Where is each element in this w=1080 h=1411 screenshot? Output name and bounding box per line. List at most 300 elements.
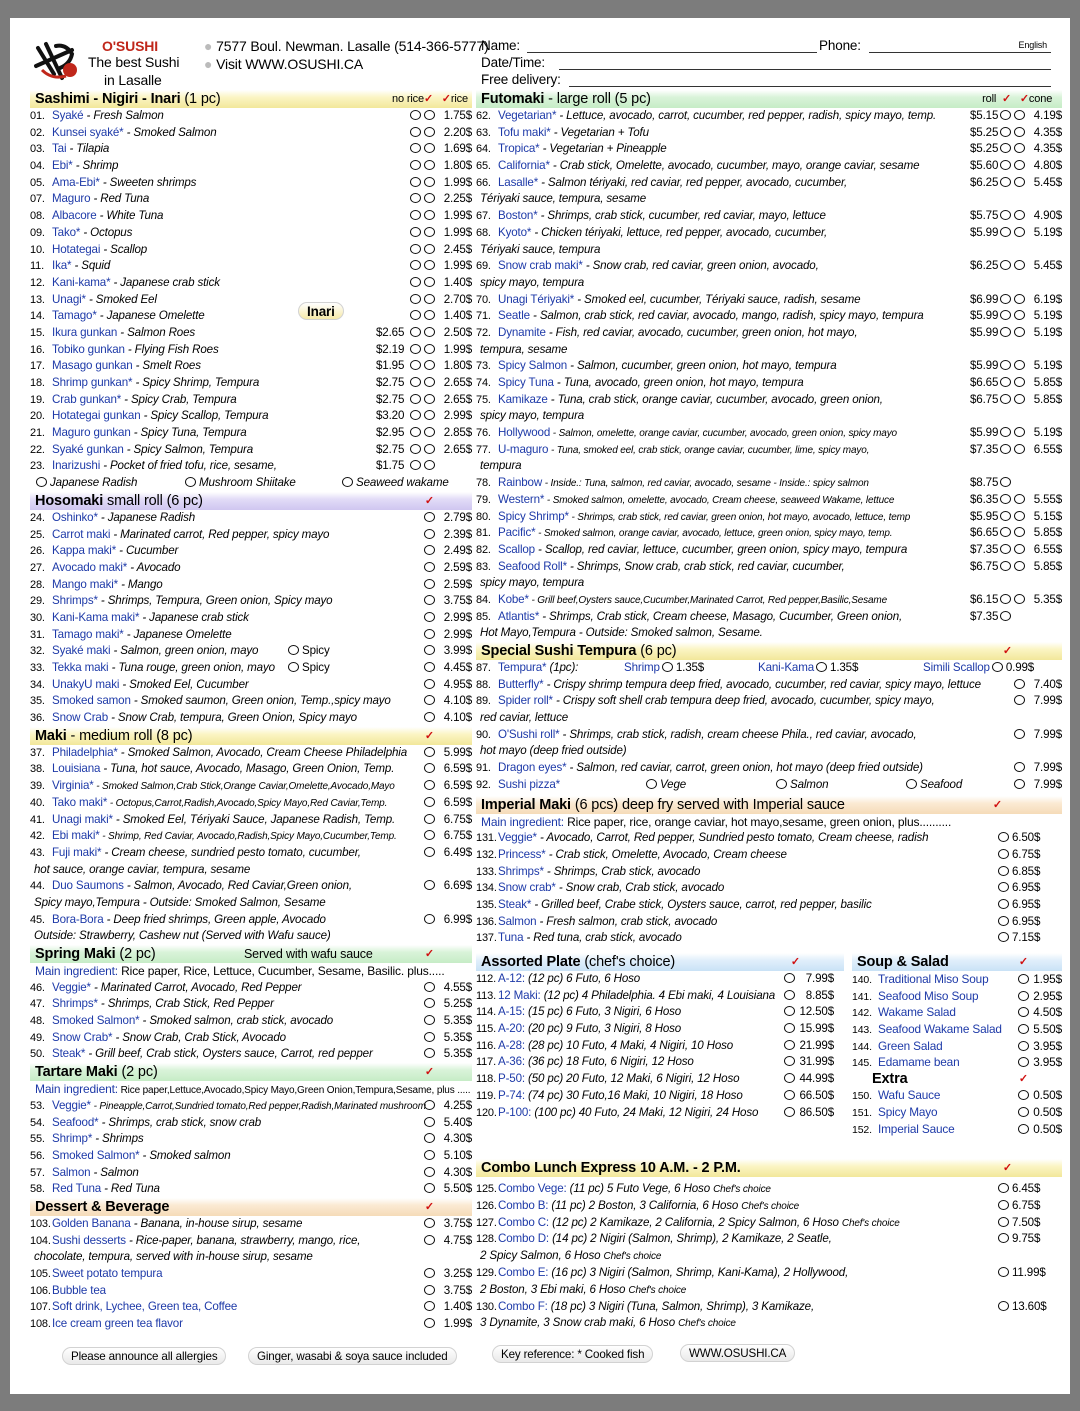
- item-radio[interactable]: [784, 1090, 795, 1100]
- item-radio[interactable]: [784, 1073, 795, 1083]
- rice-radio[interactable]: [424, 210, 435, 220]
- menu-item[interactable]: [852, 1087, 1062, 1104]
- item-radio[interactable]: [424, 1167, 435, 1177]
- item-radio[interactable]: [784, 990, 795, 1000]
- menu-item[interactable]: [476, 988, 844, 1005]
- roll-radio[interactable]: [1000, 494, 1011, 504]
- menu-item[interactable]: [476, 442, 1062, 459]
- menu-item[interactable]: [852, 988, 1062, 1005]
- menu-item[interactable]: [476, 693, 1062, 710]
- rice-radio[interactable]: [424, 410, 435, 420]
- no-rice-radio[interactable]: [410, 294, 421, 304]
- item-radio[interactable]: [1014, 729, 1025, 739]
- menu-item[interactable]: [30, 610, 472, 627]
- rice-radio[interactable]: [424, 327, 435, 337]
- pizza-price-radio[interactable]: [1014, 779, 1025, 789]
- menu-item[interactable]: [30, 141, 472, 158]
- item-radio[interactable]: [424, 1285, 435, 1295]
- menu-item[interactable]: [30, 845, 472, 862]
- menu-item[interactable]: [476, 880, 1062, 897]
- cone-radio[interactable]: [1014, 327, 1025, 337]
- phone-field[interactable]: [869, 52, 1051, 53]
- item-radio[interactable]: [998, 916, 1009, 926]
- rice-radio[interactable]: [424, 394, 435, 404]
- tempura-shrimp-radio[interactable]: [662, 662, 673, 672]
- rice-radio[interactable]: [424, 260, 435, 270]
- item-radio[interactable]: [1018, 1057, 1029, 1067]
- item-radio[interactable]: [1018, 991, 1029, 1001]
- inari-option-radio[interactable]: [36, 477, 47, 487]
- inari-radio[interactable]: [410, 427, 421, 437]
- name-field[interactable]: [527, 52, 817, 53]
- menu-item[interactable]: [476, 592, 1062, 609]
- no-rice-radio[interactable]: [410, 127, 421, 137]
- roll-radio[interactable]: [1000, 294, 1011, 304]
- menu-item[interactable]: [30, 828, 472, 845]
- menu-item[interactable]: [476, 1004, 844, 1021]
- no-rice-radio[interactable]: [410, 227, 421, 237]
- inari-radio[interactable]: [410, 344, 421, 354]
- menu-item[interactable]: [30, 778, 472, 795]
- item-radio[interactable]: [1018, 1024, 1029, 1034]
- menu-item[interactable]: [30, 175, 472, 192]
- menu-item[interactable]: [30, 342, 472, 359]
- menu-item[interactable]: [476, 125, 1062, 142]
- item-radio[interactable]: [424, 1117, 435, 1127]
- item-radio[interactable]: [784, 1006, 795, 1016]
- no-rice-radio[interactable]: [410, 177, 421, 187]
- menu-item[interactable]: [30, 878, 472, 895]
- inari-radio[interactable]: [410, 460, 421, 470]
- menu-item[interactable]: [476, 559, 1062, 576]
- cone-radio[interactable]: [1014, 511, 1025, 521]
- item-radio[interactable]: [1018, 1124, 1029, 1134]
- menu-item[interactable]: [852, 1104, 1062, 1121]
- no-rice-radio[interactable]: [410, 110, 421, 120]
- menu-item[interactable]: [30, 308, 472, 325]
- menu-item[interactable]: [476, 971, 844, 988]
- menu-item[interactable]: [476, 1054, 844, 1071]
- menu-item[interactable]: [30, 292, 472, 309]
- item-radio[interactable]: [784, 1056, 795, 1066]
- menu-item[interactable]: [30, 643, 472, 660]
- rice-radio[interactable]: [424, 277, 435, 287]
- item-radio[interactable]: [1018, 974, 1029, 984]
- item-radio[interactable]: [424, 1218, 435, 1228]
- roll-radio[interactable]: [1000, 327, 1011, 337]
- menu-item[interactable]: [30, 510, 472, 527]
- item-radio[interactable]: [998, 849, 1009, 859]
- menu-item[interactable]: [476, 1215, 1062, 1232]
- menu-item[interactable]: [476, 830, 1062, 847]
- menu-item[interactable]: [476, 677, 1062, 694]
- menu-item[interactable]: [30, 660, 472, 677]
- roll-radio[interactable]: [1000, 394, 1011, 404]
- menu-item[interactable]: [852, 1038, 1062, 1055]
- menu-item[interactable]: [30, 1046, 472, 1063]
- no-rice-radio[interactable]: [410, 143, 421, 153]
- item-radio[interactable]: [424, 612, 435, 622]
- inari-radio[interactable]: [410, 394, 421, 404]
- pizza-option-radio[interactable]: [776, 779, 787, 789]
- menu-item[interactable]: [30, 761, 472, 778]
- cone-radio[interactable]: [1014, 294, 1025, 304]
- menu-item[interactable]: [476, 727, 1062, 744]
- inari-radio[interactable]: [410, 360, 421, 370]
- item-radio[interactable]: [424, 1133, 435, 1143]
- menu-item[interactable]: [30, 258, 472, 275]
- roll-radio[interactable]: [1000, 544, 1011, 554]
- menu-item[interactable]: [30, 275, 472, 292]
- roll-radio[interactable]: [1000, 177, 1011, 187]
- menu-item[interactable]: [476, 1299, 1062, 1316]
- menu-item[interactable]: [476, 375, 1062, 392]
- menu-item[interactable]: [30, 593, 472, 610]
- roll-radio[interactable]: [1000, 477, 1011, 487]
- menu-item[interactable]: [30, 1283, 472, 1300]
- menu-item[interactable]: [30, 795, 472, 812]
- cone-radio[interactable]: [1014, 360, 1025, 370]
- menu-item[interactable]: [30, 375, 472, 392]
- rice-radio[interactable]: [424, 460, 435, 470]
- menu-item[interactable]: [476, 1265, 1062, 1282]
- menu-item[interactable]: [30, 208, 472, 225]
- menu-item[interactable]: [476, 1198, 1062, 1215]
- cone-radio[interactable]: [1014, 127, 1025, 137]
- cone-radio[interactable]: [1014, 394, 1025, 404]
- rice-radio[interactable]: [424, 110, 435, 120]
- menu-item[interactable]: [30, 745, 472, 762]
- menu-item[interactable]: [476, 760, 1062, 777]
- no-rice-radio[interactable]: [410, 160, 421, 170]
- item-radio[interactable]: [424, 1150, 435, 1160]
- menu-item[interactable]: [476, 864, 1062, 881]
- item-radio[interactable]: [424, 998, 435, 1008]
- menu-item[interactable]: [30, 242, 472, 259]
- menu-item[interactable]: [476, 292, 1062, 309]
- menu-item[interactable]: [30, 710, 472, 727]
- item-radio[interactable]: [784, 1040, 795, 1050]
- menu-item[interactable]: [30, 358, 472, 375]
- item-radio[interactable]: [424, 1100, 435, 1110]
- menu-item[interactable]: [30, 527, 472, 544]
- menu-item[interactable]: [476, 392, 1062, 409]
- menu-item[interactable]: [476, 308, 1062, 325]
- item-radio[interactable]: [998, 882, 1009, 892]
- roll-radio[interactable]: [1000, 527, 1011, 537]
- item-radio[interactable]: [424, 830, 435, 840]
- menu-item[interactable]: [852, 1121, 1062, 1138]
- no-rice-radio[interactable]: [410, 193, 421, 203]
- menu-item[interactable]: [30, 191, 472, 208]
- inari-option-radio[interactable]: [342, 477, 353, 487]
- item-radio[interactable]: [998, 899, 1009, 909]
- item-radio[interactable]: [424, 595, 435, 605]
- menu-item[interactable]: [30, 125, 472, 142]
- rice-radio[interactable]: [424, 244, 435, 254]
- menu-item[interactable]: [476, 609, 1062, 626]
- item-radio[interactable]: [998, 1233, 1009, 1243]
- menu-item[interactable]: [476, 1021, 844, 1038]
- menu-item[interactable]: [476, 1088, 844, 1105]
- menu-item[interactable]: [852, 971, 1062, 988]
- pizza-option-radio[interactable]: [906, 779, 917, 789]
- item-radio[interactable]: [424, 914, 435, 924]
- item-radio[interactable]: [424, 1015, 435, 1025]
- item-radio[interactable]: [424, 529, 435, 539]
- inari-radio[interactable]: [410, 444, 421, 454]
- cone-radio[interactable]: [1014, 377, 1025, 387]
- menu-item[interactable]: [852, 1004, 1062, 1021]
- item-radio[interactable]: [424, 814, 435, 824]
- menu-item[interactable]: [476, 492, 1062, 509]
- item-radio[interactable]: [424, 880, 435, 890]
- inari-radio[interactable]: [410, 410, 421, 420]
- menu-item[interactable]: [476, 847, 1062, 864]
- item-radio[interactable]: [998, 1217, 1009, 1227]
- menu-item[interactable]: [476, 258, 1062, 275]
- item-radio[interactable]: [1014, 762, 1025, 772]
- roll-radio[interactable]: [1000, 227, 1011, 237]
- roll-radio[interactable]: [1000, 561, 1011, 571]
- date-field[interactable]: [559, 69, 1051, 70]
- item-radio[interactable]: [424, 579, 435, 589]
- menu-item[interactable]: [30, 1233, 472, 1250]
- cone-radio[interactable]: [1014, 110, 1025, 120]
- menu-item[interactable]: [476, 141, 1062, 158]
- item-radio[interactable]: [424, 695, 435, 705]
- menu-item[interactable]: [30, 1299, 472, 1316]
- item-radio[interactable]: [1014, 695, 1025, 705]
- menu-item[interactable]: [852, 1021, 1062, 1038]
- menu-item[interactable]: [30, 980, 472, 997]
- menu-item[interactable]: [30, 1216, 472, 1233]
- roll-radio[interactable]: [1000, 444, 1011, 454]
- cone-radio[interactable]: [1014, 310, 1025, 320]
- menu-item[interactable]: [852, 1054, 1062, 1071]
- item-radio[interactable]: [1018, 1090, 1029, 1100]
- spicy-option-radio[interactable]: [288, 662, 299, 672]
- no-rice-radio[interactable]: [410, 277, 421, 287]
- menu-item[interactable]: [30, 560, 472, 577]
- tempura-kanikama-radio[interactable]: [816, 662, 827, 672]
- item-radio[interactable]: [424, 1032, 435, 1042]
- rice-radio[interactable]: [424, 344, 435, 354]
- cone-radio[interactable]: [1014, 594, 1025, 604]
- menu-item[interactable]: [476, 108, 1062, 125]
- menu-item[interactable]: [476, 1105, 844, 1122]
- menu-item[interactable]: [476, 914, 1062, 931]
- item-radio[interactable]: [424, 847, 435, 857]
- menu-item[interactable]: [30, 812, 472, 829]
- menu-item[interactable]: [476, 930, 1062, 947]
- menu-item[interactable]: [476, 1181, 1062, 1198]
- item-radio[interactable]: [424, 512, 435, 522]
- menu-item[interactable]: [476, 175, 1062, 192]
- no-rice-radio[interactable]: [410, 310, 421, 320]
- inari-radio[interactable]: [410, 327, 421, 337]
- menu-item[interactable]: [476, 425, 1062, 442]
- roll-radio[interactable]: [1000, 260, 1011, 270]
- rice-radio[interactable]: [424, 427, 435, 437]
- cone-radio[interactable]: [1014, 177, 1025, 187]
- menu-item[interactable]: [30, 442, 472, 459]
- roll-radio[interactable]: [1000, 360, 1011, 370]
- menu-item[interactable]: [30, 458, 472, 475]
- inari-option-radio[interactable]: [185, 477, 196, 487]
- rice-radio[interactable]: [424, 193, 435, 203]
- item-radio[interactable]: [998, 1301, 1009, 1311]
- rice-radio[interactable]: [424, 444, 435, 454]
- menu-item[interactable]: [476, 1071, 844, 1088]
- item-radio[interactable]: [998, 1200, 1009, 1210]
- menu-item[interactable]: [30, 1148, 472, 1165]
- roll-radio[interactable]: [1000, 511, 1011, 521]
- rice-radio[interactable]: [424, 227, 435, 237]
- pizza-option-radio[interactable]: [646, 779, 657, 789]
- menu-item[interactable]: [30, 577, 472, 594]
- item-radio[interactable]: [784, 1023, 795, 1033]
- inari-radio[interactable]: [410, 377, 421, 387]
- item-radio[interactable]: [424, 747, 435, 757]
- menu-item[interactable]: [30, 1316, 472, 1333]
- menu-item[interactable]: [476, 1231, 1062, 1248]
- menu-item[interactable]: [476, 542, 1062, 559]
- item-radio[interactable]: [784, 973, 795, 983]
- cone-radio[interactable]: [1014, 210, 1025, 220]
- delivery-field[interactable]: [569, 86, 1051, 87]
- item-radio[interactable]: [424, 712, 435, 722]
- item-radio[interactable]: [424, 1183, 435, 1193]
- menu-item[interactable]: [30, 425, 472, 442]
- menu-item[interactable]: [476, 208, 1062, 225]
- item-radio[interactable]: [424, 629, 435, 639]
- item-radio[interactable]: [998, 932, 1009, 942]
- roll-radio[interactable]: [1000, 594, 1011, 604]
- rice-radio[interactable]: [424, 177, 435, 187]
- menu-item[interactable]: [30, 1013, 472, 1030]
- cone-radio[interactable]: [1014, 444, 1025, 454]
- menu-item[interactable]: [476, 475, 1062, 492]
- roll-radio[interactable]: [1000, 160, 1011, 170]
- cone-radio[interactable]: [1014, 527, 1025, 537]
- item-radio[interactable]: [998, 1183, 1009, 1193]
- menu-item[interactable]: [476, 509, 1062, 526]
- menu-item[interactable]: [30, 677, 472, 694]
- cone-radio[interactable]: [1014, 160, 1025, 170]
- menu-item[interactable]: [30, 996, 472, 1013]
- item-radio[interactable]: [1018, 1041, 1029, 1051]
- menu-item[interactable]: [30, 693, 472, 710]
- item-radio[interactable]: [424, 1268, 435, 1278]
- menu-item[interactable]: [476, 158, 1062, 175]
- menu-item[interactable]: [476, 525, 1062, 542]
- menu-item[interactable]: [30, 912, 472, 929]
- cone-radio[interactable]: [1014, 544, 1025, 554]
- item-radio[interactable]: [424, 1301, 435, 1311]
- menu-item[interactable]: [30, 1098, 472, 1115]
- cone-radio[interactable]: [1014, 561, 1025, 571]
- no-rice-radio[interactable]: [410, 260, 421, 270]
- item-radio[interactable]: [424, 763, 435, 773]
- roll-radio[interactable]: [1000, 127, 1011, 137]
- menu-item[interactable]: [30, 108, 472, 125]
- no-rice-radio[interactable]: [410, 244, 421, 254]
- cone-radio[interactable]: [1014, 427, 1025, 437]
- item-radio[interactable]: [1018, 1107, 1029, 1117]
- rice-radio[interactable]: [424, 143, 435, 153]
- rice-radio[interactable]: [424, 127, 435, 137]
- menu-item[interactable]: [30, 392, 472, 409]
- spicy-option-radio[interactable]: [288, 645, 299, 655]
- item-radio[interactable]: [424, 797, 435, 807]
- menu-item[interactable]: [30, 1030, 472, 1047]
- menu-item[interactable]: [30, 225, 472, 242]
- menu-item[interactable]: [30, 325, 472, 342]
- rice-radio[interactable]: [424, 160, 435, 170]
- cone-radio[interactable]: [1014, 494, 1025, 504]
- rice-radio[interactable]: [424, 310, 435, 320]
- rice-radio[interactable]: [424, 360, 435, 370]
- item-radio[interactable]: [1014, 679, 1025, 689]
- roll-radio[interactable]: [1000, 310, 1011, 320]
- menu-item[interactable]: [30, 1131, 472, 1148]
- menu-item[interactable]: [30, 543, 472, 560]
- item-radio[interactable]: [424, 1048, 435, 1058]
- item-radio[interactable]: [998, 1267, 1009, 1277]
- menu-item[interactable]: [30, 1181, 472, 1198]
- tempura-scallop-radio[interactable]: [992, 662, 1003, 672]
- cone-radio[interactable]: [1014, 143, 1025, 153]
- item-radio[interactable]: [998, 832, 1009, 842]
- menu-item[interactable]: [476, 1038, 844, 1055]
- item-radio[interactable]: [1018, 1007, 1029, 1017]
- item-radio[interactable]: [424, 679, 435, 689]
- menu-item[interactable]: [30, 1266, 472, 1283]
- menu-item[interactable]: [30, 408, 472, 425]
- roll-radio[interactable]: [1000, 210, 1011, 220]
- item-radio[interactable]: [424, 1235, 435, 1245]
- item-radio[interactable]: [424, 780, 435, 790]
- cone-radio[interactable]: [1014, 227, 1025, 237]
- roll-radio[interactable]: [1000, 377, 1011, 387]
- item-radio[interactable]: [424, 545, 435, 555]
- item-radio[interactable]: [424, 1318, 435, 1328]
- rice-radio[interactable]: [424, 294, 435, 304]
- menu-item[interactable]: [476, 225, 1062, 242]
- menu-item[interactable]: [476, 897, 1062, 914]
- menu-item[interactable]: [476, 358, 1062, 375]
- rice-radio[interactable]: [424, 377, 435, 387]
- item-radio[interactable]: [424, 645, 435, 655]
- roll-radio[interactable]: [1000, 611, 1011, 621]
- item-radio[interactable]: [424, 562, 435, 572]
- item-radio[interactable]: [424, 662, 435, 672]
- roll-radio[interactable]: [1000, 427, 1011, 437]
- item-radio[interactable]: [998, 866, 1009, 876]
- item-radio[interactable]: [784, 1107, 795, 1117]
- menu-item[interactable]: [30, 627, 472, 644]
- cone-radio[interactable]: [1014, 260, 1025, 270]
- menu-item[interactable]: [476, 325, 1062, 342]
- item-radio[interactable]: [424, 982, 435, 992]
- roll-radio[interactable]: [1000, 110, 1011, 120]
- roll-radio[interactable]: [1000, 143, 1011, 153]
- no-rice-radio[interactable]: [410, 210, 421, 220]
- menu-item[interactable]: [30, 1115, 472, 1132]
- menu-item[interactable]: [30, 1165, 472, 1182]
- menu-item[interactable]: [30, 158, 472, 175]
